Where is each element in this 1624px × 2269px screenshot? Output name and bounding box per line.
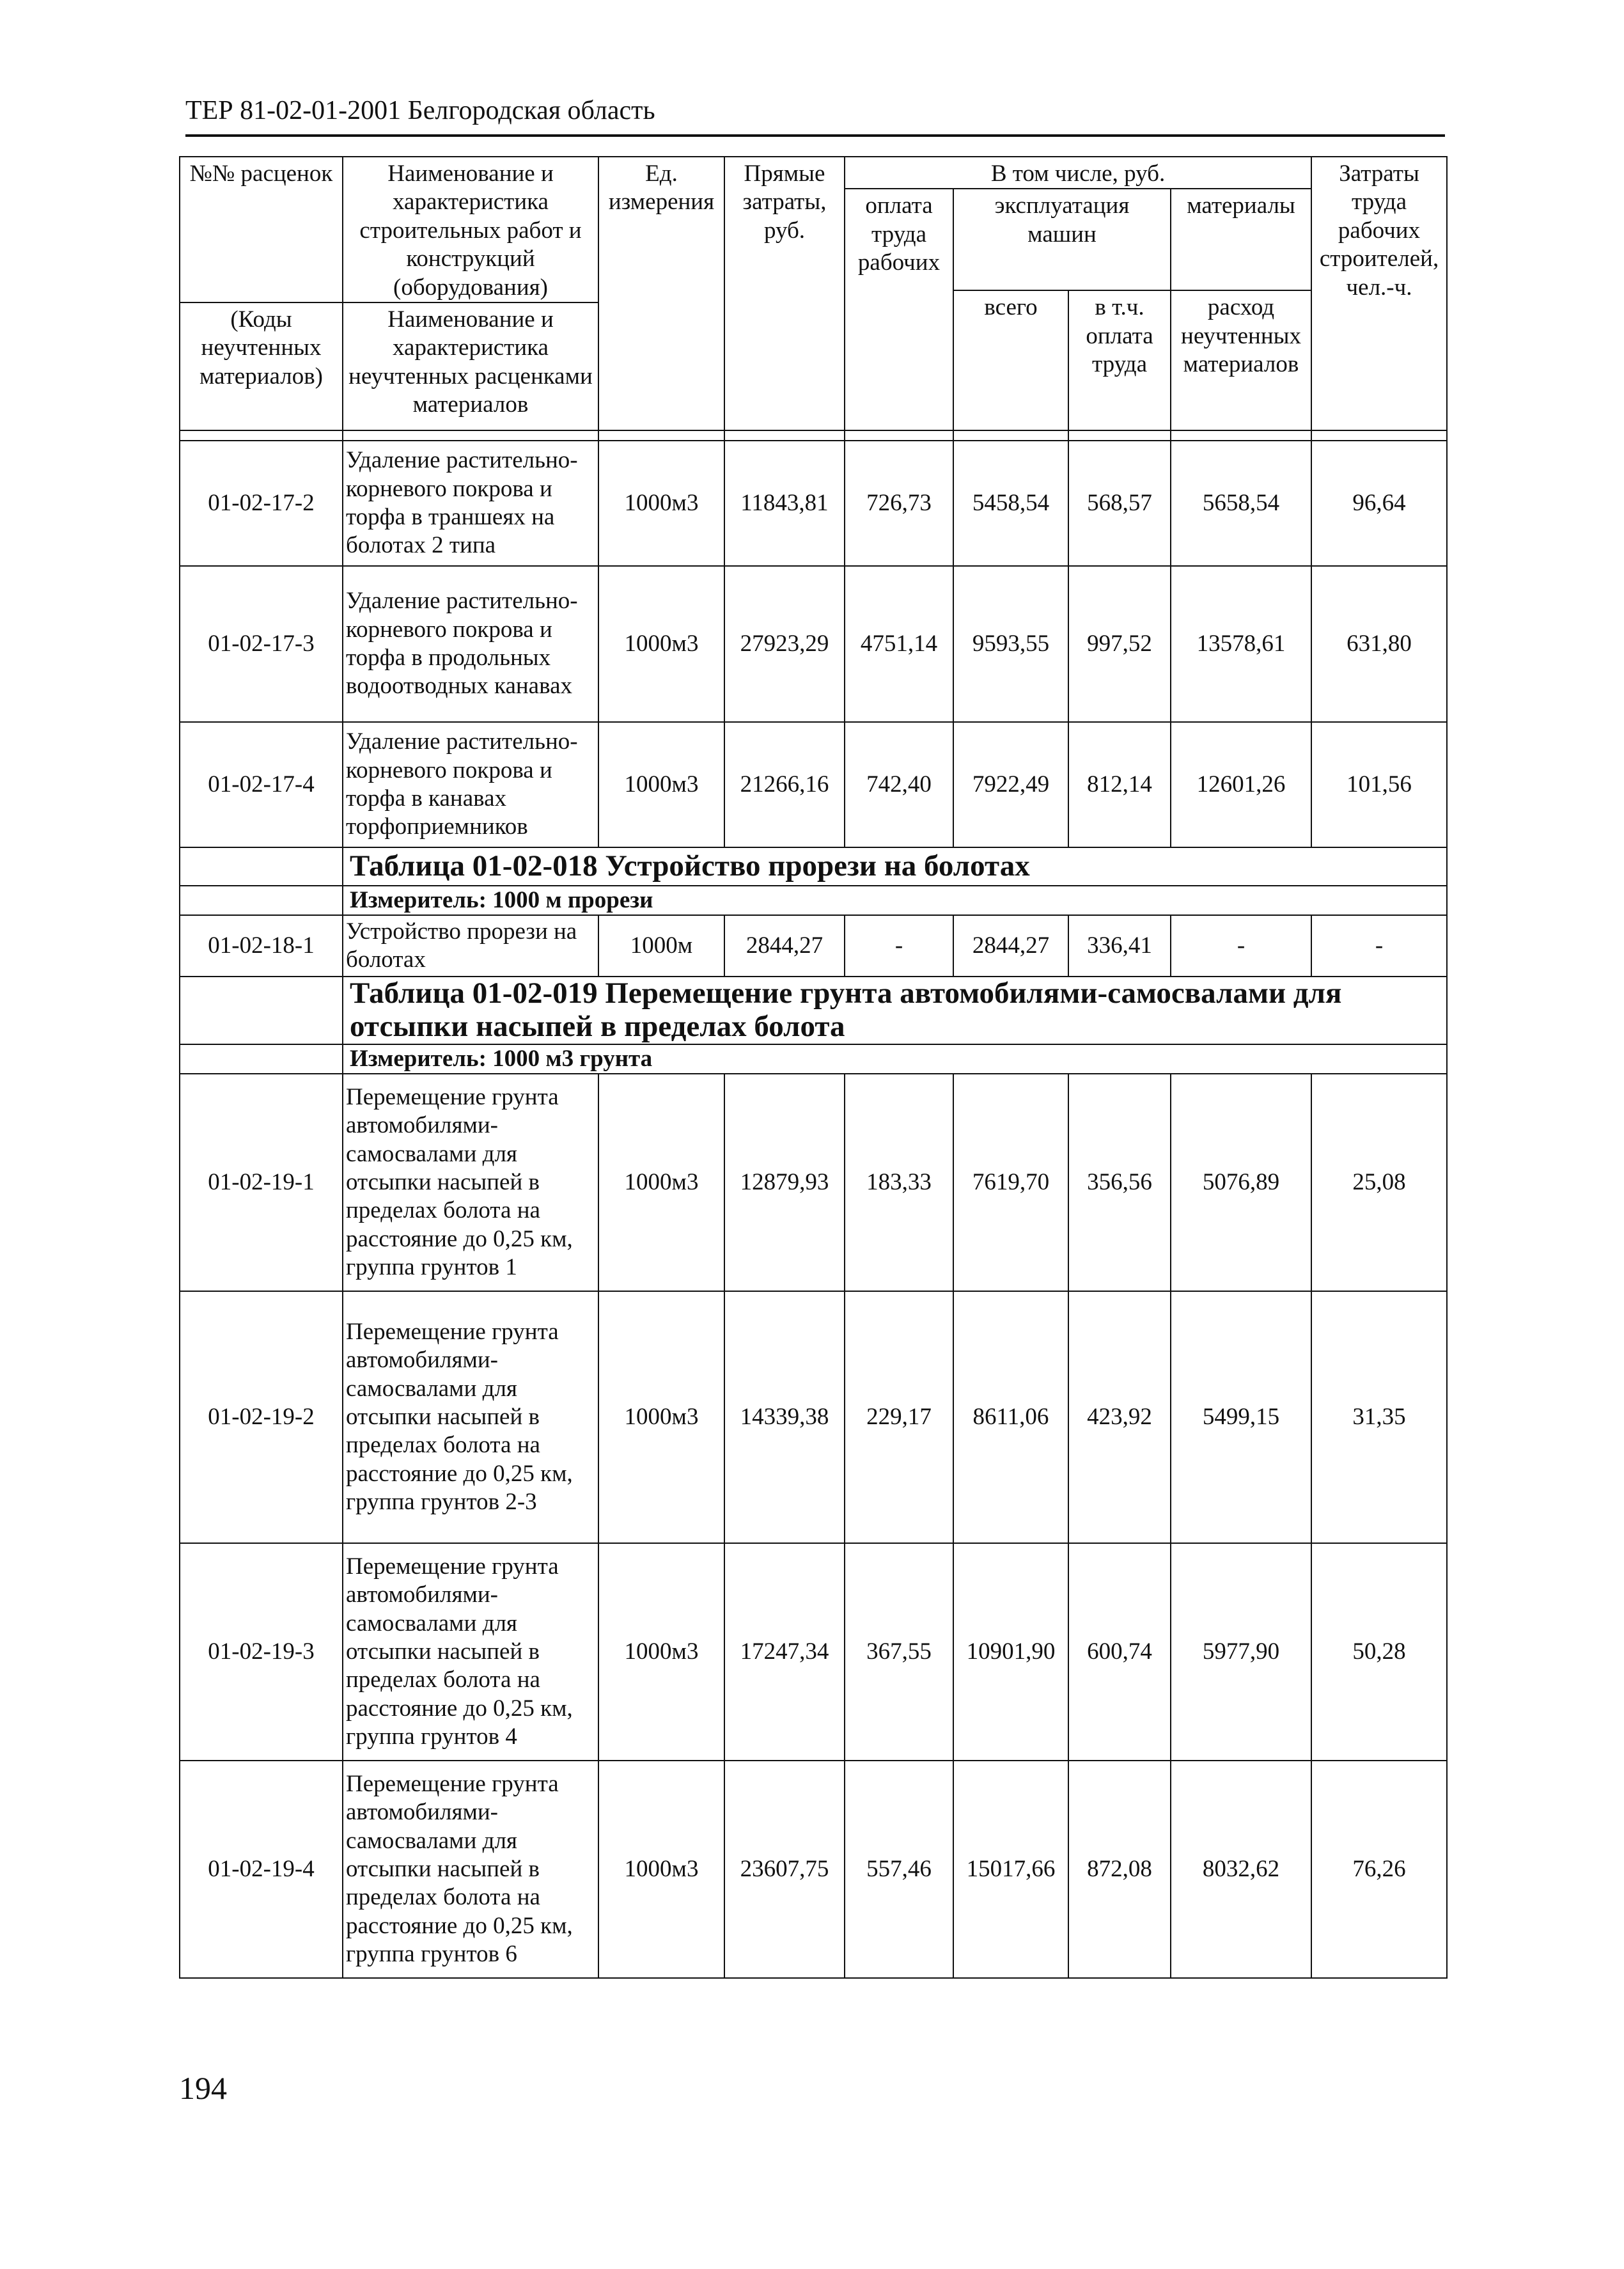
- rate-wages: -: [845, 915, 953, 977]
- rate-materials: 5076,89: [1171, 1074, 1311, 1291]
- rate-labor: 631,80: [1311, 566, 1447, 722]
- col-unaccounted-header: расход неучтенных материалов: [1171, 290, 1311, 430]
- rate-code: 01-02-17-3: [180, 566, 343, 722]
- col-name-header: Наименование и характеристика строительных работ и конструкций (оборудования): [343, 157, 598, 302]
- rate-unit: 1000м3: [598, 566, 724, 722]
- rate-labor: 76,26: [1311, 1761, 1447, 1978]
- rate-materials: -: [1171, 915, 1311, 977]
- rate-unit: 1000м3: [598, 1074, 724, 1291]
- rate-name: Перемещение грунта автомобилями-самосвалами для отсыпки насыпей в пределах болота на расстояние до 0,25 км, группа грунтов 6: [343, 1761, 598, 1978]
- rate-machines-wages: 336,41: [1068, 915, 1171, 977]
- rate-unit: 1000м3: [598, 441, 724, 566]
- col-machines-total-header: всего: [953, 290, 1068, 430]
- rate-name: Удаление растительно-корневого покрова и торфа в траншеях на болотах 2 типа: [343, 441, 598, 566]
- rate-direct-cost: 27923,29: [724, 566, 845, 722]
- rate-code: 01-02-18-1: [180, 915, 343, 977]
- rate-name: Устройство прорези на болотах: [343, 915, 598, 977]
- rates-table: [179, 156, 1448, 1979]
- rate-direct-cost: 23607,75: [724, 1761, 845, 1978]
- rate-machines-wages: 423,92: [1068, 1291, 1171, 1543]
- rate-wages: 557,46: [845, 1761, 953, 1978]
- rate-direct-cost: 12879,93: [724, 1074, 845, 1291]
- table-row: [180, 1074, 1447, 1291]
- rate-code: 01-02-17-2: [180, 441, 343, 566]
- col-direct-header: Прямые затраты, руб.: [724, 157, 845, 430]
- col-name-subheader: Наименование и характеристика неучтенных расценками материалов: [343, 302, 598, 430]
- rate-direct-cost: 11843,81: [724, 441, 845, 566]
- table-row: [180, 566, 1447, 722]
- rate-machines-wages: 997,52: [1068, 566, 1171, 722]
- rate-machines-total: 7619,70: [953, 1074, 1068, 1291]
- section-title: Таблица 01-02-018 Устройство прорези на болотах: [343, 847, 1447, 886]
- rate-code: 01-02-17-4: [180, 722, 343, 847]
- rate-name: Удаление растительно-корневого покрова и торфа в продольных водоотводных канавах: [343, 566, 598, 722]
- table-row: [180, 1291, 1447, 1543]
- rate-wages: 726,73: [845, 441, 953, 566]
- rate-machines-wages: 812,14: [1068, 722, 1171, 847]
- rate-machines-wages: 568,57: [1068, 441, 1171, 566]
- header-rule: [185, 134, 1445, 137]
- section-title: Таблица 01-02-019 Перемещение грунта автомобилями-самосвалами для отсыпки насыпей в пределах болота: [343, 977, 1447, 1044]
- page-number: 194: [179, 2070, 227, 2106]
- rate-machines-total: 15017,66: [953, 1761, 1068, 1978]
- rate-materials: 8032,62: [1171, 1761, 1311, 1978]
- header-row-1: [180, 157, 1447, 189]
- rate-unit: 1000м: [598, 915, 724, 977]
- table-row: [180, 441, 1447, 566]
- rate-direct-cost: 2844,27: [724, 915, 845, 977]
- header-gap-row: [180, 430, 1447, 441]
- rate-labor: 101,56: [1311, 722, 1447, 847]
- rate-name: Перемещение грунта автомобилями-самосвалами для отсыпки насыпей в пределах болота на расстояние до 0,25 км, группа грунтов 2-3: [343, 1291, 598, 1543]
- rate-wages: 367,55: [845, 1543, 953, 1761]
- rate-code: 01-02-19-3: [180, 1543, 343, 1761]
- rate-machines-wages: 356,56: [1068, 1074, 1171, 1291]
- rate-machines-wages: 872,08: [1068, 1761, 1171, 1978]
- col-materials-header: материалы: [1171, 189, 1311, 290]
- rate-code: 01-02-19-1: [180, 1074, 343, 1291]
- rate-machines-total: 8611,06: [953, 1291, 1068, 1543]
- col-machines-header: эксплуатация машин: [953, 189, 1171, 290]
- col-wages-header: оплата труда рабочих: [845, 189, 953, 430]
- col-code-subheader: (Коды неучтенных материалов): [180, 302, 343, 430]
- rate-materials: 5977,90: [1171, 1543, 1311, 1761]
- section-unit: Измеритель: 1000 м3 грунта: [343, 1044, 1447, 1074]
- rate-code: 01-02-19-4: [180, 1761, 343, 1978]
- rate-materials: 13578,61: [1171, 566, 1311, 722]
- rate-wages: 4751,14: [845, 566, 953, 722]
- rate-unit: 1000м3: [598, 722, 724, 847]
- rate-labor: 96,64: [1311, 441, 1447, 566]
- rate-machines-total: 10901,90: [953, 1543, 1068, 1761]
- rate-machines-total: 5458,54: [953, 441, 1068, 566]
- rate-labor: -: [1311, 915, 1447, 977]
- rate-machines-wages: 600,74: [1068, 1543, 1171, 1761]
- rate-wages: 229,17: [845, 1291, 953, 1543]
- rate-direct-cost: 21266,16: [724, 722, 845, 847]
- col-machines-wages-header: в т.ч. оплата труда: [1068, 290, 1171, 430]
- rate-labor: 25,08: [1311, 1074, 1447, 1291]
- rate-labor: 50,28: [1311, 1543, 1447, 1761]
- rate-machines-total: 2844,27: [953, 915, 1068, 977]
- rate-materials: 5658,54: [1171, 441, 1311, 566]
- rate-name: Перемещение грунта автомобилями-самосвалами для отсыпки насыпей в пределах болота на расстояние до 0,25 км, группа грунтов 1: [343, 1074, 598, 1291]
- rate-materials: 5499,15: [1171, 1291, 1311, 1543]
- section-unit: Измеритель: 1000 м прорези: [343, 886, 1447, 915]
- col-code-header: №№ расценок: [180, 157, 343, 302]
- table-row: [180, 1543, 1447, 1761]
- rate-direct-cost: 17247,34: [724, 1543, 845, 1761]
- page-header: ТЕР 81-02-01-2001 Белгородская область: [185, 96, 655, 125]
- table-row: [180, 722, 1447, 847]
- section-title-row: [180, 977, 1447, 1044]
- rate-machines-total: 7922,49: [953, 722, 1068, 847]
- section-unit-row: [180, 886, 1447, 915]
- col-including-header: В том числе, руб.: [845, 157, 1311, 189]
- rate-machines-total: 9593,55: [953, 566, 1068, 722]
- section-title-row: [180, 847, 1447, 886]
- rate-unit: 1000м3: [598, 1543, 724, 1761]
- rate-labor: 31,35: [1311, 1291, 1447, 1543]
- rate-code: 01-02-19-2: [180, 1291, 343, 1543]
- rate-wages: 742,40: [845, 722, 953, 847]
- table-row: [180, 915, 1447, 977]
- rate-wages: 183,33: [845, 1074, 953, 1291]
- rate-direct-cost: 14339,38: [724, 1291, 845, 1543]
- rate-unit: 1000м3: [598, 1291, 724, 1543]
- rate-name: Перемещение грунта автомобилями-самосвалами для отсыпки насыпей в пределах болота на расстояние до 0,25 км, группа грунтов 4: [343, 1543, 598, 1761]
- table-row: [180, 1761, 1447, 1978]
- rate-name: Удаление растительно-корневого покрова и торфа в канавах торфоприемников: [343, 722, 598, 847]
- rate-unit: 1000м3: [598, 1761, 724, 1978]
- col-unit-header: Ед. измерения: [598, 157, 724, 430]
- section-unit-row: [180, 1044, 1447, 1074]
- rate-materials: 12601,26: [1171, 722, 1311, 847]
- col-labor-header: Затраты труда рабочих строителей, чел.-ч.: [1311, 157, 1447, 430]
